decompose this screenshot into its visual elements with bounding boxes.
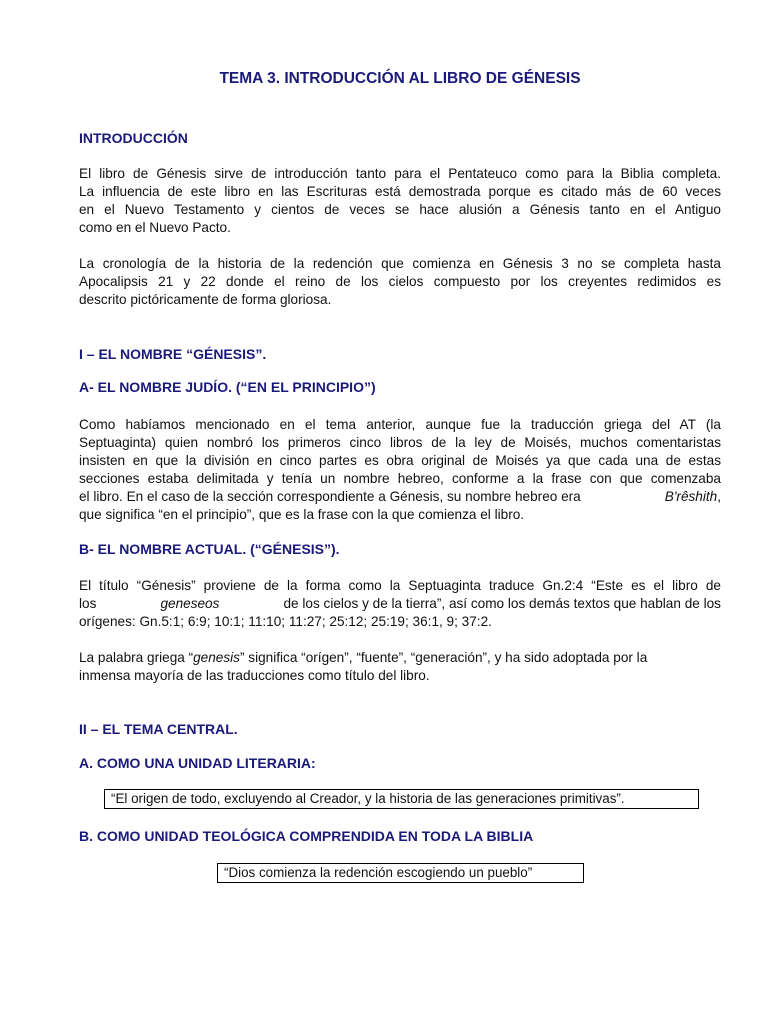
- text-segment: ” significa “orígen”, “fuente”, “generación”, y ha sido adoptada por la: [239, 650, 648, 665]
- text-line: Apocalipsis 21 y 22 donde el reino de los cielos compuesto por los creyentes redimidos es: [79, 274, 721, 289]
- text-line: El título “Génesis” proviene de la forma como la Septuaginta traduce Gn.2:4 “Este es el libro de: [79, 578, 721, 593]
- text-line: descrito pictóricamente de forma gloriosa.: [79, 292, 332, 307]
- text-line: [79, 488, 721, 506]
- heading-unidad-literaria: A. COMO UNA UNIDAD LITERARIA:: [79, 755, 316, 771]
- heading-nombre-judio: A- EL NOMBRE JUDÍO. (“EN EL PRINCIPIO”): [79, 379, 376, 395]
- text-line: inmensa mayoría de las traducciones como título del libro.: [79, 668, 430, 683]
- greek-term: genesis: [193, 650, 240, 665]
- paragraph-nombre-actual-2: [79, 649, 721, 685]
- paragraph-intro-1: [79, 165, 721, 237]
- document-title: TEMA 3. INTRODUCCIÓN AL LIBRO DE GÉNESIS: [219, 70, 581, 87]
- text-line: orígenes: Gn.5:1; 6:9; 10:1; 11:10; 11:27; 25:12; 25:19; 36:1, 9; 37:2.: [79, 614, 492, 629]
- heading-tema-central: II – EL TEMA CENTRAL.: [79, 721, 238, 737]
- paragraph-nombre-actual-1: [79, 577, 721, 631]
- paragraph-intro-2: [79, 255, 721, 309]
- hebrew-term-italic: B'rêshith: [664, 489, 718, 504]
- text-segment: La palabra griega “: [79, 650, 194, 665]
- hebrew-term: B'rêshith,: [664, 489, 721, 504]
- text-line: insisten en que la división en cinco partes es obra original de Moisés ya que cada una de estas: [79, 453, 721, 468]
- text-line: Como habíamos mencionado en el tema anterior, aunque fue la traducción griega del AT (la: [79, 417, 721, 432]
- heading-el-nombre: I – EL NOMBRE “GÉNESIS”.: [79, 346, 267, 362]
- text-line: Septuaginta) quien nombró los primeros cinco libros de la ley de Moisés, muchos comentaristas: [79, 435, 721, 450]
- text-segment: el libro. En el caso de la sección correspondiente a Génesis, su nombre hebreo era: [79, 489, 581, 504]
- text-line: [79, 649, 721, 667]
- heading-unidad-teologica: B. COMO UNIDAD TEOLÓGICA COMPRENDIDA EN TODA LA BIBLIA: [79, 828, 534, 844]
- quote-box-literaria: “El origen de todo, excluyendo al Creador, y la historia de las generaciones primitivas”.: [104, 789, 699, 809]
- text-line: El libro de Génesis sirve de introducción tanto para el Pentateuco como para la Biblia completa.: [79, 166, 721, 181]
- text-segment: los: [79, 596, 97, 611]
- paragraph-nombre-judio: [79, 416, 721, 524]
- greek-term: geneseos: [160, 596, 220, 611]
- text-segment: de los cielos y de la tierra”, así como los demás textos que hablan de los: [283, 596, 721, 611]
- text-line: [79, 595, 721, 613]
- text-line: que significa “en el principio”, que es la frase con la que comienza el libro.: [79, 507, 525, 522]
- heading-nombre-actual: B- EL NOMBRE ACTUAL. (“GÉNESIS”).: [79, 541, 340, 557]
- text-line: secciones estaba delimitada y tenía un nombre hebreo, conforme a la frase con que comenzaba: [79, 471, 721, 486]
- heading-introduccion: INTRODUCCIÓN: [79, 130, 188, 146]
- text-line: La cronología de la historia de la redención que comienza en Génesis 3 no se completa hasta: [79, 256, 721, 271]
- quote-box-teologica: “Dios comienza la redención escogiendo un pueblo”: [217, 863, 584, 883]
- text-line: como en el Nuevo Pacto.: [79, 220, 231, 235]
- text-line: La influencia de este libro en las Escrituras está demostrada porque es citado más de 60 veces: [79, 184, 721, 199]
- text-line: en el Nuevo Testamento y cientos de veces se hace alusión a Génesis tanto en el Antiguo: [79, 202, 721, 217]
